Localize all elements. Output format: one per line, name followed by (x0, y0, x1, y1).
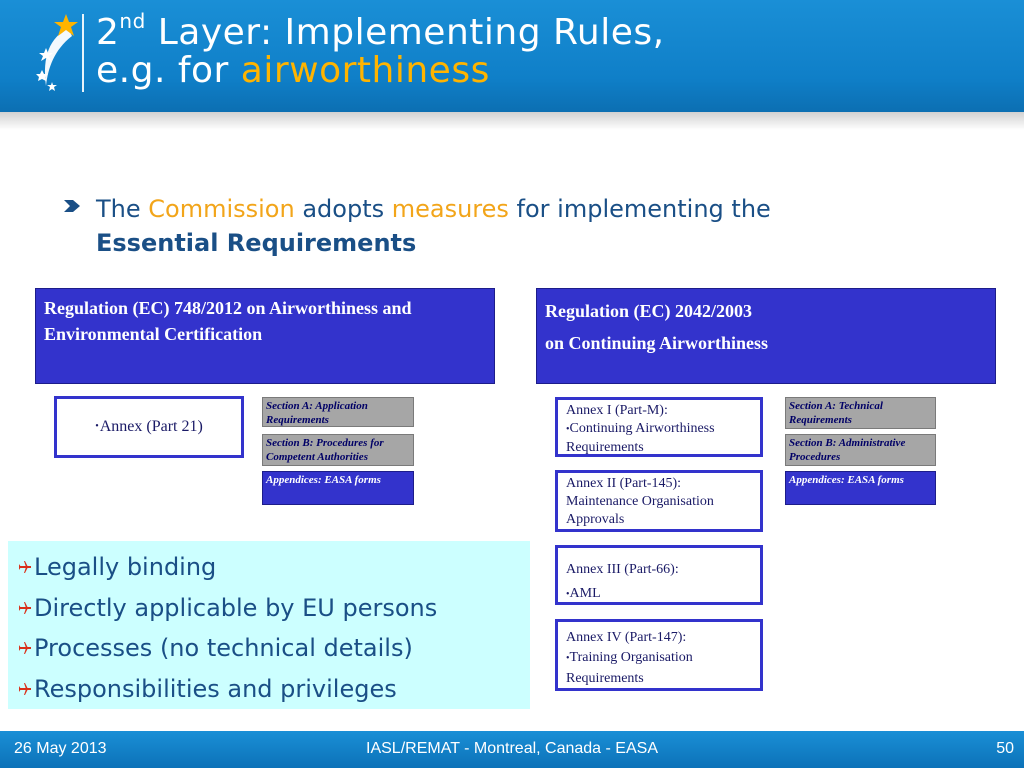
regulation-748-label: Regulation (EC) 748/2012 on Airworthiness and Environmental Certification (44, 298, 412, 344)
easa-star-logo-icon (28, 8, 84, 98)
list-item (18, 628, 520, 669)
regulation-748-box (35, 288, 495, 384)
chevron-bullet-icon (64, 200, 80, 212)
slide-header (0, 0, 1024, 112)
annex-detail: Training Organisation Requirements (566, 650, 693, 686)
slide-footer (0, 731, 1024, 768)
airplane-icon (18, 641, 32, 655)
lead-part5: for implementing the (508, 195, 771, 223)
annex-detail: Continuing Airworthiness Requirements (566, 421, 715, 455)
property-label: Processes (no technical details) (34, 634, 413, 663)
title-superscript: nd (119, 9, 146, 33)
footer-event: IASL/REMAT - Montreal, Canada - EASA (366, 740, 658, 757)
airplane-icon (18, 560, 32, 574)
annex-iii-part-66-box (555, 545, 763, 605)
property-label: Responsibilities and privileges (34, 674, 397, 703)
slide-title (96, 9, 665, 91)
annex-detail: AML (569, 586, 601, 601)
logo-divider (82, 14, 84, 92)
title-highlight: airworthiness (240, 50, 490, 91)
section-label: Appendices: EASA forms (789, 474, 904, 486)
annex-iv-part-147-box (555, 619, 763, 691)
bullet-dot: • (566, 653, 570, 664)
annex-title: Annex III (Part-66): (566, 562, 679, 577)
section-label: Section A: Technical Requirements (789, 400, 883, 426)
lead-part1: The (96, 195, 149, 223)
appendices-easa-forms-box (785, 471, 936, 505)
regulation-2042-box (536, 288, 996, 384)
lead-text (96, 192, 956, 260)
annex-title: Annex IV (Part-147): (566, 630, 687, 645)
section-a-technical-box (785, 397, 936, 429)
annex-ii-part-145-box (555, 470, 763, 532)
header-shadow (0, 112, 1024, 130)
property-label: Directly applicable by EU persons (34, 593, 438, 622)
list-item (18, 547, 520, 588)
section-label: Appendices: EASA forms (266, 474, 381, 486)
regulation-2042-line2: on Continuing Airworthiness (545, 333, 769, 353)
page-number: 50 (996, 740, 1014, 757)
bullet-dot: • (95, 421, 99, 432)
annex-title: Annex I (Part-M): (566, 403, 668, 418)
appendices-easa-forms-box (262, 471, 414, 505)
lead-measures: measures (391, 195, 509, 223)
lead-essential-requirements: Essential Requirements (96, 229, 417, 257)
title-line1: Layer: Implementing Rules, (145, 12, 665, 53)
section-b-procedures-box (262, 434, 414, 466)
section-b-administrative-box (785, 434, 936, 466)
annex-title: Annex II (Part-145): Maintenance Organisation Approvals (566, 476, 714, 527)
title-number: 2 (96, 12, 120, 53)
lead-commission: Commission (148, 195, 295, 223)
list-item (18, 588, 520, 629)
footer-date: 26 May 2013 (14, 740, 107, 757)
lead-part3: adopts (294, 195, 392, 223)
property-label: Legally binding (34, 553, 217, 582)
properties-box (8, 541, 530, 709)
list-item (18, 669, 520, 710)
title-line2-prefix: e.g. for (96, 50, 241, 91)
regulation-2042-line1: Regulation (EC) 2042/2003 (545, 301, 752, 321)
bullet-dot: • (566, 589, 570, 600)
annex-part21-box (54, 396, 244, 458)
airplane-icon (18, 682, 32, 696)
annex-i-part-m-box (555, 397, 763, 457)
section-a-application-box (262, 397, 414, 427)
annex-part21-label: Annex (Part 21) (99, 418, 203, 435)
airplane-icon (18, 601, 32, 615)
section-label: Section A: Application Requirements (266, 400, 368, 426)
section-label: Section B: Procedures for Competent Authorities (266, 437, 384, 463)
section-label: Section B: Administrative Procedures (789, 437, 906, 463)
bullet-dot: • (566, 424, 570, 435)
